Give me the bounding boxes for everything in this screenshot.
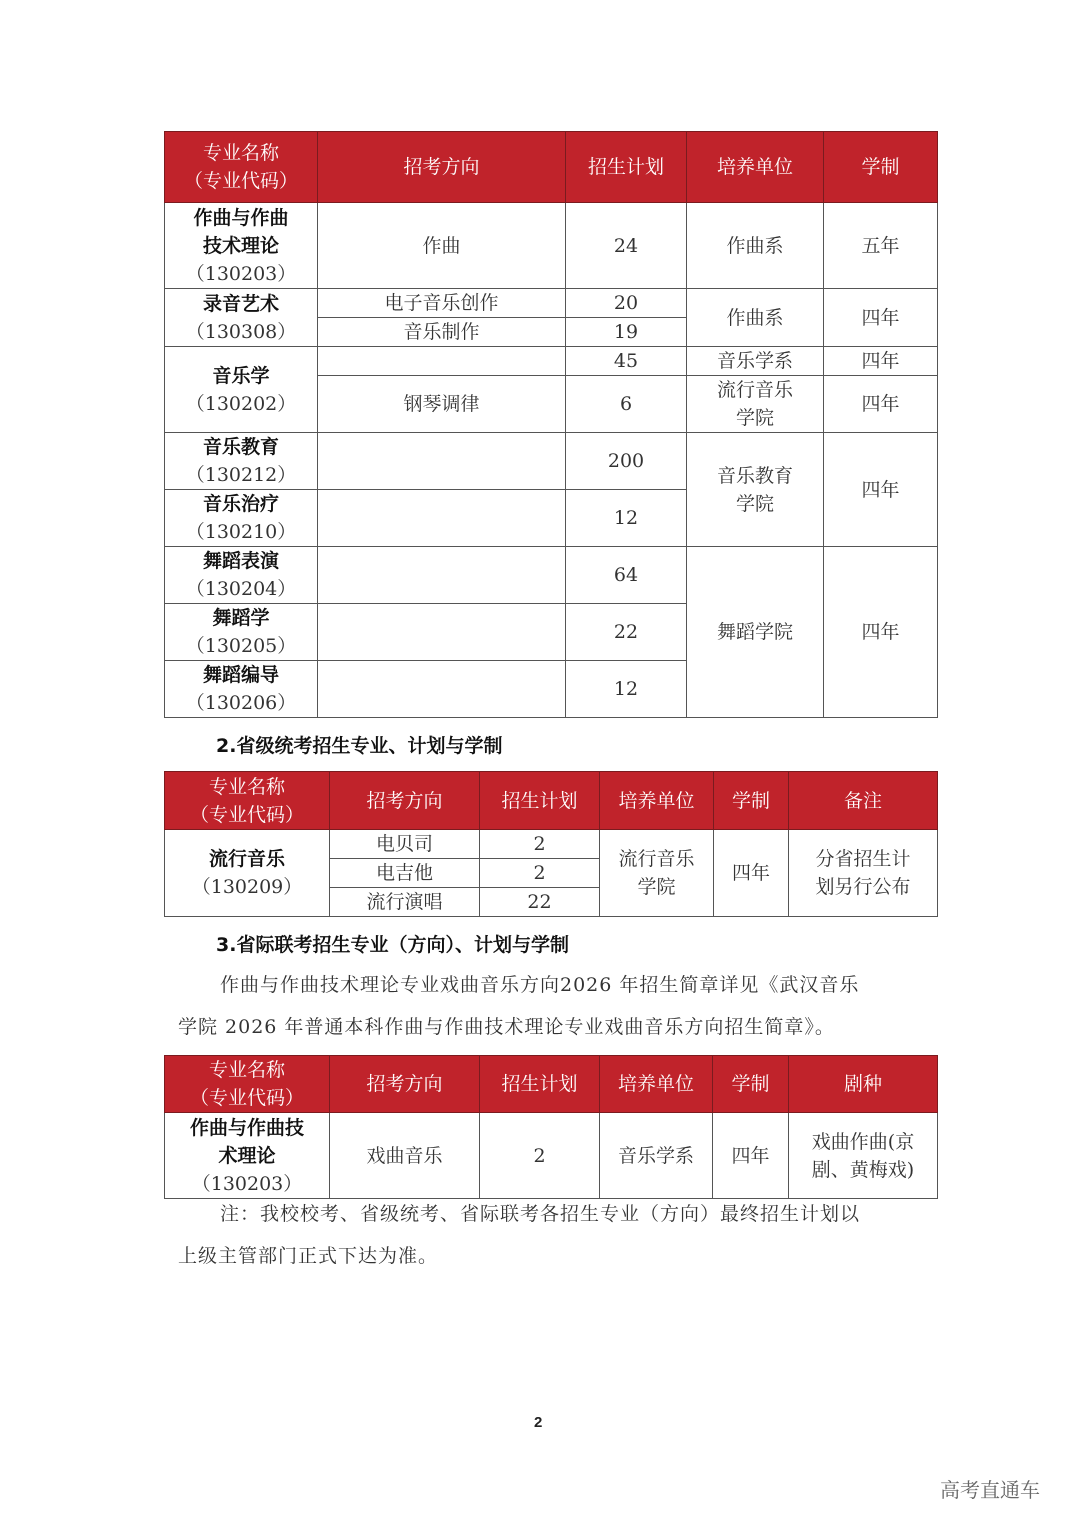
plan-cell: 20 bbox=[566, 289, 687, 318]
years-cell: 四年 bbox=[824, 547, 938, 718]
direction-cell bbox=[318, 490, 566, 547]
plan-cell: 200 bbox=[566, 433, 687, 490]
header-major: 专业名称 （专业代码） bbox=[165, 772, 330, 830]
unit-cell: 作曲系 bbox=[687, 203, 824, 289]
section3-title: 3.省际联考招生专业（方向）、计划与学制 bbox=[216, 934, 569, 956]
direction-cell: 电子音乐创作 bbox=[318, 289, 566, 318]
years-cell: 四年 bbox=[824, 433, 938, 547]
direction-cell: 流行演唱 bbox=[330, 888, 480, 917]
direction-cell bbox=[318, 661, 566, 718]
unit-cell: 舞蹈学院 bbox=[687, 547, 824, 718]
inter-provincial-exam-table bbox=[164, 1055, 938, 1199]
direction-cell bbox=[318, 347, 566, 376]
table-row bbox=[165, 547, 938, 604]
plan-cell: 2 bbox=[480, 859, 600, 888]
years-cell: 四年 bbox=[824, 289, 938, 347]
plan-cell: 12 bbox=[566, 490, 687, 547]
watermark: 高考直通车 bbox=[940, 1478, 1040, 1502]
direction-cell: 电贝司 bbox=[330, 830, 480, 859]
header-years: 学制 bbox=[713, 1056, 789, 1113]
header-plan: 招生计划 bbox=[566, 132, 687, 203]
years-cell: 五年 bbox=[824, 203, 938, 289]
direction-cell: 作曲 bbox=[318, 203, 566, 289]
plan-cell: 2 bbox=[480, 830, 600, 859]
header-plan: 招生计划 bbox=[480, 1056, 600, 1113]
header-unit: 培养单位 bbox=[687, 132, 824, 203]
section3-paragraph-line1: 作曲与作曲技术理论专业戏曲音乐方向2026 年招生简章详见《武汉音乐 bbox=[220, 974, 860, 996]
page-number: 2 bbox=[534, 1414, 543, 1431]
plan-cell: 22 bbox=[566, 604, 687, 661]
header-years: 学制 bbox=[714, 772, 789, 830]
plan-cell: 22 bbox=[480, 888, 600, 917]
header-direction: 招考方向 bbox=[330, 772, 480, 830]
header-direction: 招考方向 bbox=[318, 132, 566, 203]
header-note: 备注 bbox=[789, 772, 938, 830]
table-row bbox=[165, 1113, 938, 1199]
unit-cell: 作曲系 bbox=[687, 289, 824, 347]
unit-cell: 流行音乐 学院 bbox=[687, 376, 824, 433]
header-genre: 剧种 bbox=[789, 1056, 938, 1113]
major-cell: 音乐治疗 （130210） bbox=[165, 490, 318, 547]
table-row bbox=[165, 347, 938, 376]
unit-cell: 流行音乐 学院 bbox=[600, 830, 714, 917]
direction-cell: 钢琴调律 bbox=[318, 376, 566, 433]
header-unit: 培养单位 bbox=[600, 772, 714, 830]
header-direction: 招考方向 bbox=[330, 1056, 480, 1113]
section3-paragraph-line2: 学院 2026 年普通本科作曲与作曲技术理论专业戏曲音乐方向招生简章》。 bbox=[178, 1016, 835, 1038]
table-row bbox=[165, 203, 938, 289]
note-cell: 分省招生计 划另行公布 bbox=[789, 830, 938, 917]
header-plan: 招生计划 bbox=[480, 772, 600, 830]
major-cell: 作曲与作曲技 术理论 （130203） bbox=[165, 1113, 330, 1199]
unit-cell: 音乐教育 学院 bbox=[687, 433, 824, 547]
note-line1: 注：我校校考、省级统考、省际联考各招生专业（方向）最终招生计划以 bbox=[220, 1203, 861, 1225]
major-cell: 舞蹈表演 （130204） bbox=[165, 547, 318, 604]
unit-cell: 音乐学系 bbox=[600, 1113, 713, 1199]
direction-cell: 戏曲音乐 bbox=[330, 1113, 480, 1199]
direction-cell: 音乐制作 bbox=[318, 318, 566, 347]
plan-cell: 45 bbox=[566, 347, 687, 376]
years-cell: 四年 bbox=[714, 830, 789, 917]
plan-cell: 6 bbox=[566, 376, 687, 433]
years-cell: 四年 bbox=[824, 347, 938, 376]
major-cell: 舞蹈编导 （130206） bbox=[165, 661, 318, 718]
direction-cell bbox=[318, 604, 566, 661]
major-cell: 舞蹈学 （130205） bbox=[165, 604, 318, 661]
direction-cell bbox=[318, 433, 566, 490]
major-cell: 作曲与作曲 技术理论 （130203） bbox=[165, 203, 318, 289]
table-row bbox=[165, 433, 938, 490]
major-cell: 流行音乐 （130209） bbox=[165, 830, 330, 917]
years-cell: 四年 bbox=[713, 1113, 789, 1199]
table-row bbox=[165, 289, 938, 318]
header-years: 学制 bbox=[824, 132, 938, 203]
genre-cell: 戏曲作曲(京 剧、黄梅戏) bbox=[789, 1113, 938, 1199]
unit-cell: 音乐学系 bbox=[687, 347, 824, 376]
direction-cell bbox=[318, 547, 566, 604]
plan-cell: 19 bbox=[566, 318, 687, 347]
plan-cell: 2 bbox=[480, 1113, 600, 1199]
years-cell: 四年 bbox=[824, 376, 938, 433]
section2-title: 2.省级统考招生专业、计划与学制 bbox=[216, 735, 503, 757]
note-line2: 上级主管部门正式下达为准。 bbox=[178, 1245, 439, 1267]
header-major: 专业名称 （专业代码） bbox=[165, 1056, 330, 1113]
major-cell: 音乐学 （130202） bbox=[165, 347, 318, 433]
header-unit: 培养单位 bbox=[600, 1056, 713, 1113]
school-exam-table bbox=[164, 131, 938, 718]
plan-cell: 64 bbox=[566, 547, 687, 604]
provincial-exam-table bbox=[164, 771, 938, 917]
major-cell: 录音艺术 （130308） bbox=[165, 289, 318, 347]
direction-cell: 电吉他 bbox=[330, 859, 480, 888]
plan-cell: 24 bbox=[566, 203, 687, 289]
plan-cell: 12 bbox=[566, 661, 687, 718]
table-row bbox=[165, 830, 938, 859]
major-cell: 音乐教育 （130212） bbox=[165, 433, 318, 490]
header-major: 专业名称 （专业代码） bbox=[165, 132, 318, 203]
